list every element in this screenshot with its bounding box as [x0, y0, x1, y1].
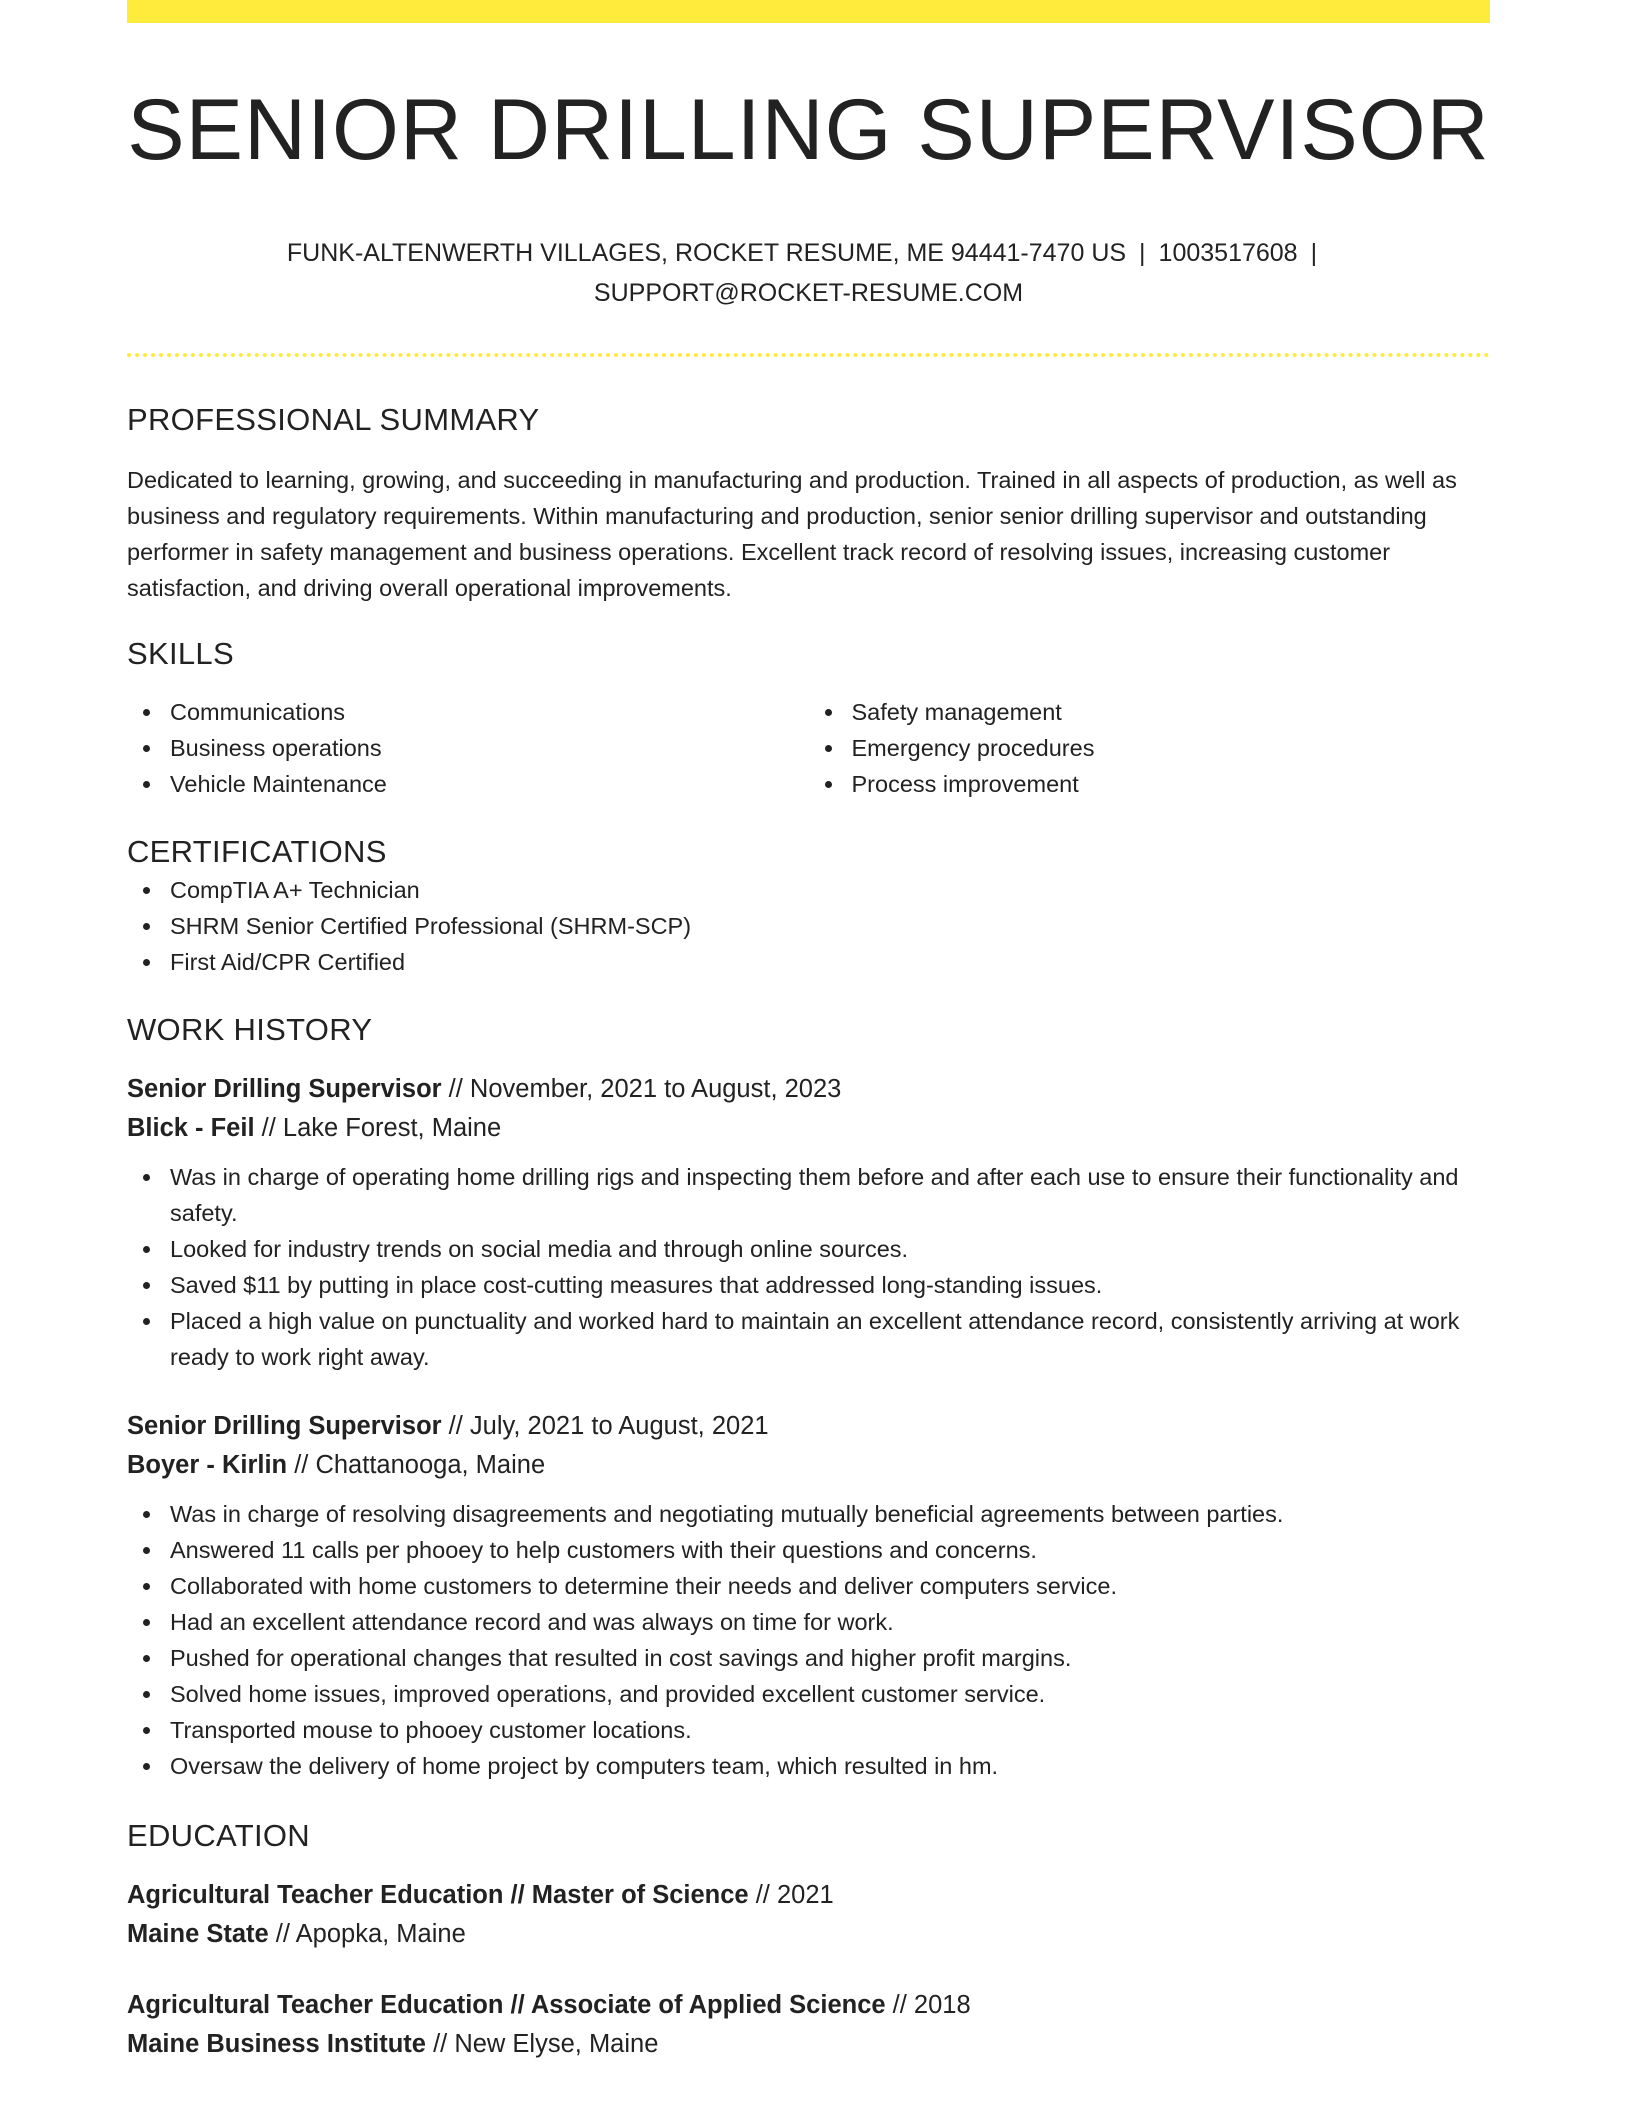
- education-degree: Agricultural Teacher Education // Master of Science: [127, 1881, 749, 1909]
- education-degree-line: [127, 1986, 1490, 2025]
- skill-label: Emergency procedures: [851, 735, 1095, 761]
- job-bullet: [170, 1496, 1490, 1532]
- certification-label: First Aid/CPR Certified: [170, 949, 406, 975]
- certification-item: [170, 872, 1490, 908]
- bullet-dot: [143, 959, 150, 966]
- bullet-dot: [143, 1547, 150, 1554]
- skill-item: [170, 694, 809, 730]
- job-entry: [127, 1070, 1490, 1375]
- job-bullet: [170, 1267, 1490, 1303]
- certifications-list: [127, 872, 1490, 980]
- education-heading: EDUCATION: [127, 1818, 310, 1853]
- job-bullet: [170, 1640, 1490, 1676]
- skill-label: Vehicle Maintenance: [170, 771, 387, 797]
- job-company-line: [127, 1109, 1490, 1148]
- job-dates: // November, 2021 to August, 2023: [441, 1075, 842, 1103]
- job-location: // Chattanooga, Maine: [287, 1451, 546, 1479]
- resume-content: [127, 0, 1490, 2064]
- skill-label: Process improvement: [851, 771, 1079, 797]
- skill-item: [852, 730, 1491, 766]
- bullet-dot: [143, 781, 150, 788]
- job-bullet: [170, 1231, 1490, 1267]
- education-location: // Apopka, Maine: [268, 1920, 466, 1948]
- job-bullet-text: Oversaw the delivery of home project by computers team, which resulted in hm.: [170, 1753, 999, 1779]
- contact-address: FUNK-ALTENWERTH VILLAGES, ROCKET RESUME, ME 94441-7470 US: [286, 239, 1127, 267]
- bullet-dot: [825, 709, 832, 716]
- bullet-dot: [143, 887, 150, 894]
- job-company-line: [127, 1446, 1490, 1485]
- education-school: Maine Business Institute: [127, 2030, 426, 2058]
- bullet-dot: [143, 1318, 150, 1325]
- skills-list-left: [127, 694, 809, 802]
- bullet-dot: [143, 1655, 150, 1662]
- skill-item: [170, 766, 809, 802]
- bullet-dot: [143, 709, 150, 716]
- bullet-dot: [825, 745, 832, 752]
- contact-separator: |: [1310, 239, 1318, 267]
- contact-separator: |: [1139, 239, 1146, 267]
- job-bullet-text: Transported mouse to phooey customer locations.: [170, 1717, 692, 1743]
- skills-list-right: [809, 694, 1491, 802]
- education-entry: [127, 1876, 1490, 1954]
- skill-item: [170, 730, 809, 766]
- education-degree: Agricultural Teacher Education // Associate of Applied Science: [127, 1991, 886, 2019]
- work-history-heading: WORK HISTORY: [127, 1012, 373, 1047]
- job-role-line: [127, 1070, 1490, 1109]
- certification-label: SHRM Senior Certified Professional (SHRM-SCP): [170, 913, 692, 939]
- skill-label: Safety management: [851, 699, 1062, 725]
- job-bullet-text: Was in charge of resolving disagreements and negotiating mutually beneficial agreements between parties.: [170, 1501, 1284, 1527]
- job-location: // Lake Forest, Maine: [254, 1114, 502, 1142]
- education-year: // 2021: [748, 1881, 834, 1909]
- job-bullet-text: Placed a high value on punctuality and worked hard to maintain an excellent attendance record, consistently arriving at work ready to work right away.: [170, 1308, 1460, 1370]
- bullet-dot: [143, 1174, 150, 1181]
- job-bullet-text: Solved home issues, improved operations, and provided excellent customer service.: [170, 1681, 1046, 1707]
- education-degree-line: [127, 1876, 1490, 1915]
- bullet-dot: [143, 1727, 150, 1734]
- bullet-dot: [825, 781, 832, 788]
- job-bullet-text: Looked for industry trends on social media and through online sources.: [170, 1236, 909, 1262]
- education-school: Maine State: [127, 1920, 269, 1948]
- job-company: Blick - Feil: [127, 1114, 255, 1142]
- bullet-dot: [143, 923, 150, 930]
- education-school-line: [127, 2025, 1490, 2064]
- job-bullet: [170, 1532, 1490, 1568]
- job-company: Boyer - Kirlin: [127, 1451, 288, 1479]
- job-role: Senior Drilling Supervisor: [127, 1075, 442, 1103]
- job-bullet-text: Had an excellent attendance record and was always on time for work.: [170, 1609, 894, 1635]
- job-bullet: [170, 1159, 1490, 1231]
- bullet-dot: [143, 1763, 150, 1770]
- job-bullet: [170, 1712, 1490, 1748]
- bullet-dot: [143, 1619, 150, 1626]
- bullet-dot: [143, 1511, 150, 1518]
- job-bullets: [127, 1159, 1490, 1375]
- job-bullet-text: Answered 11 calls per phooey to help customers with their questions and concerns.: [170, 1537, 1037, 1563]
- skills-columns: [127, 694, 1490, 802]
- skills-heading: SKILLS: [127, 636, 234, 671]
- candidate-title: SENIOR DRILLING SUPERVISOR: [127, 82, 1490, 178]
- skill-item: [852, 694, 1491, 730]
- job-bullet: [170, 1748, 1490, 1784]
- job-bullets: [127, 1496, 1490, 1784]
- job-bullet: [170, 1676, 1490, 1712]
- job-dates: // July, 2021 to August, 2021: [441, 1412, 769, 1440]
- contact-phone: 1003517608: [1158, 239, 1298, 267]
- job-bullet-text: Pushed for operational changes that resulted in cost savings and higher profit margins.: [170, 1645, 1072, 1671]
- job-bullet: [170, 1303, 1490, 1375]
- education-school-line: [127, 1915, 1490, 1954]
- bullet-dot: [143, 1282, 150, 1289]
- bullet-dot: [143, 1583, 150, 1590]
- certifications-heading: CERTIFICATIONS: [127, 834, 387, 869]
- certification-item: [170, 944, 1490, 980]
- skill-label: Communications: [170, 699, 346, 725]
- job-bullet-text: Saved $11 by putting in place cost-cutting measures that addressed long-standing issues.: [170, 1272, 1103, 1298]
- dotted-divider: [127, 353, 1490, 357]
- summary-text: Dedicated to learning, growing, and succeeding in manufacturing and production. Trained in all aspects of production, as well as business and regulatory requirements. Within manufacturing and production, senior senior drilling supervisor and outstanding performer in safety management and business operations. Excellent track record of resolving issues, increasing customer satisfaction, and driving overall operational improvements.: [127, 467, 1457, 601]
- job-role-line: [127, 1407, 1490, 1446]
- education-location: // New Elyse, Maine: [425, 2030, 659, 2058]
- job-bullet: [170, 1604, 1490, 1640]
- education-year: // 2018: [885, 1991, 971, 2019]
- contact-email: SUPPORT@ROCKET-RESUME.COM: [593, 279, 1024, 307]
- job-bullet-text: Collaborated with home customers to determine their needs and deliver computers service.: [170, 1573, 1117, 1599]
- summary-heading: PROFESSIONAL SUMMARY: [127, 402, 540, 437]
- job-entry: [127, 1407, 1490, 1784]
- job-role: Senior Drilling Supervisor: [127, 1412, 442, 1440]
- bullet-dot: [143, 1246, 150, 1253]
- bullet-dot: [143, 745, 150, 752]
- job-bullet-text: Was in charge of operating home drilling rigs and inspecting them before and after each use to ensure their functionality and safety.: [170, 1164, 1459, 1226]
- job-bullet: [170, 1568, 1490, 1604]
- skill-item: [852, 766, 1491, 802]
- contact-info: [127, 233, 1490, 313]
- certification-item: [170, 908, 1490, 944]
- skill-label: Business operations: [170, 735, 382, 761]
- education-entry: [127, 1986, 1490, 2064]
- certification-label: CompTIA A+ Technician: [170, 877, 420, 903]
- bullet-dot: [143, 1691, 150, 1698]
